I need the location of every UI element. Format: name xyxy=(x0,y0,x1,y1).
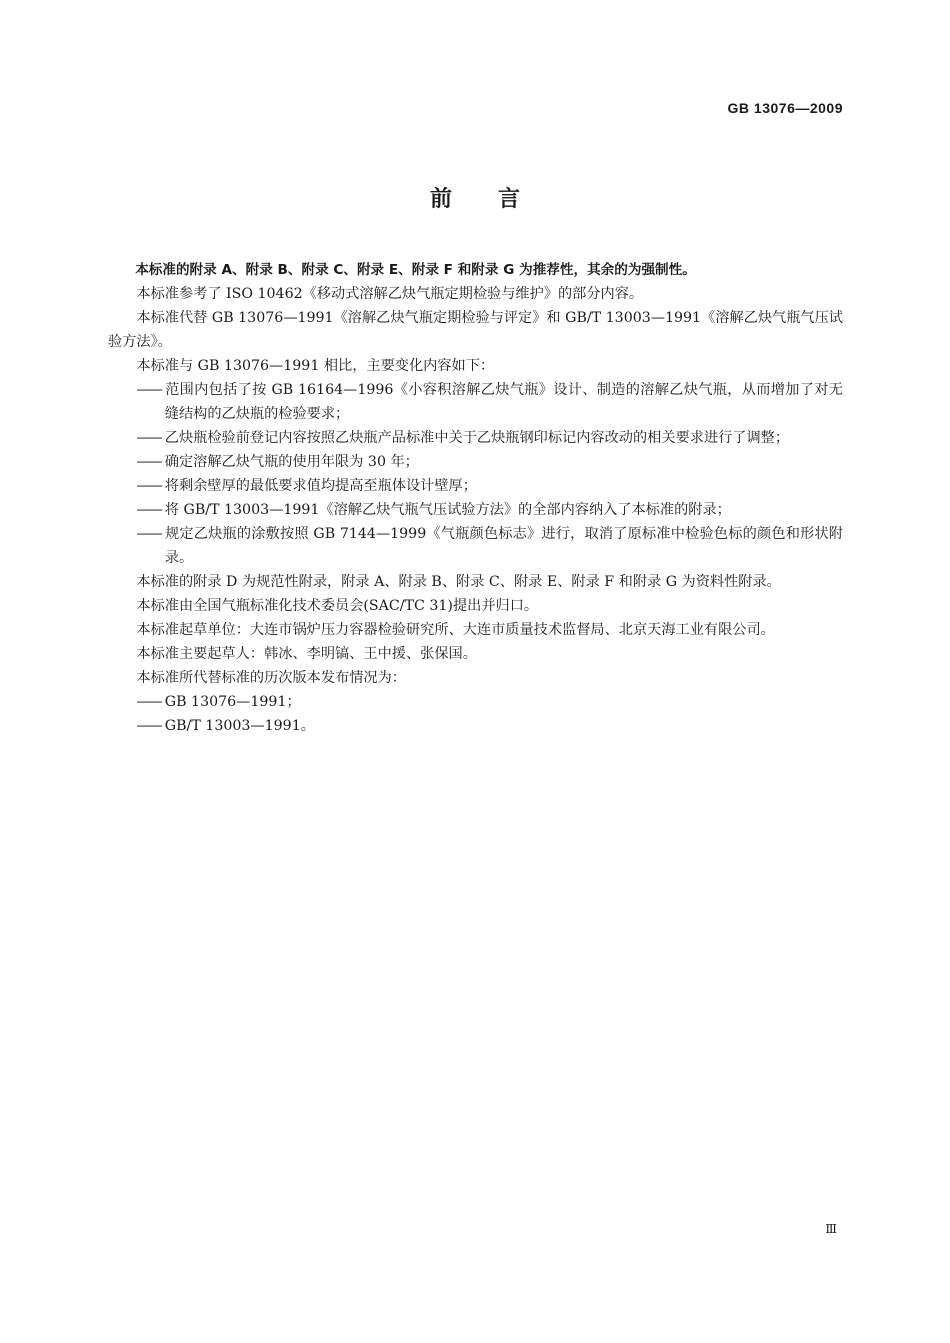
paragraph-drafting-units: 本标准起草单位：大连市锅炉压力容器检验研究所、大连市质量技术监督局、北京天海工业有限公司。 xyxy=(136,622,775,638)
change-item xyxy=(108,450,843,474)
change-text: 将剩余壁厚的最低要求值均提高至瓶体设计壁厚； xyxy=(164,478,477,494)
dash-mark: —— xyxy=(136,502,161,518)
history-list xyxy=(108,690,843,738)
dash-mark: —— xyxy=(136,454,161,470)
change-item xyxy=(108,522,843,570)
paragraph-history-intro: 本标准所代替标准的历次版本发布情况为： xyxy=(136,670,406,686)
change-text: 规定乙炔瓶的涂敷按照 GB 7144—1999《气瓶颜色标志》进行，取消了原标准中检验色标的颜色和形状附录。 xyxy=(164,526,843,566)
change-text: 乙炔瓶检验前登记内容按照乙炔瓶产品标准中关于乙炔瓶钢印标记内容改动的相关要求进行了调整； xyxy=(164,430,790,446)
page-title: 前言 xyxy=(429,187,566,212)
history-text: GB/T 13003—1991。 xyxy=(164,718,315,734)
dash-mark: —— xyxy=(136,430,161,446)
paragraph-annex-nature: 本标准的附录 A、附录 B、附录 C、附录 E、附录 F 和附录 G 为推荐性，其余的为强制性。 xyxy=(135,262,696,278)
paragraph-proposer: 本标准由全国气瓶标准化技术委员会(SAC/TC 31)提出并归口。 xyxy=(136,598,539,614)
dash-mark: —— xyxy=(136,694,161,710)
paragraph-replaces: 本标准代替 GB 13076—1991《溶解乙炔气瓶定期检验与评定》和 GB/T 13003—1991《溶解乙炔气瓶气压试验方法》。 xyxy=(108,310,843,350)
dash-mark: —— xyxy=(136,718,161,734)
dash-mark: —— xyxy=(136,526,161,542)
document-body xyxy=(108,258,843,738)
paragraph-reference: 本标准参考了 ISO 10462《移动式溶解乙炔气瓶定期检验与维护》的部分内容。 xyxy=(136,286,644,302)
paragraph-annex-types: 本标准的附录 D 为规范性附录，附录 A、附录 B、附录 C、附录 E、附录 F 和附录 G 为资料性附录。 xyxy=(136,574,781,590)
page-number: Ⅲ xyxy=(825,1222,837,1236)
change-item xyxy=(108,426,843,450)
history-text: GB 13076—1991； xyxy=(164,694,301,710)
change-text: 确定溶解乙炔气瓶的使用年限为 30 年； xyxy=(164,454,419,470)
change-list xyxy=(108,378,843,570)
standard-code: GB 13076—2009 xyxy=(727,100,843,116)
paragraph-drafters: 本标准主要起草人：韩冰、李明镐、王中援、张保国。 xyxy=(136,646,477,662)
change-text: 范围内包括了按 GB 16164—1996《小容积溶解乙炔气瓶》设计、制造的溶解乙炔气瓶，从而增加了对无缝结构的乙炔瓶的检验要求； xyxy=(164,382,843,422)
paragraph-changes-intro: 本标准与 GB 13076—1991 相比，主要变化内容如下： xyxy=(136,358,495,374)
change-item xyxy=(108,474,843,498)
history-item xyxy=(108,714,843,738)
change-text: 将 GB/T 13003—1991《溶解乙炔气瓶气压试验方法》的全部内容纳入了本标准的附录； xyxy=(164,502,731,518)
dash-mark: —— xyxy=(136,382,161,398)
dash-mark: —— xyxy=(136,478,161,494)
change-item xyxy=(108,378,843,426)
change-item xyxy=(108,498,843,522)
history-item xyxy=(108,690,843,714)
